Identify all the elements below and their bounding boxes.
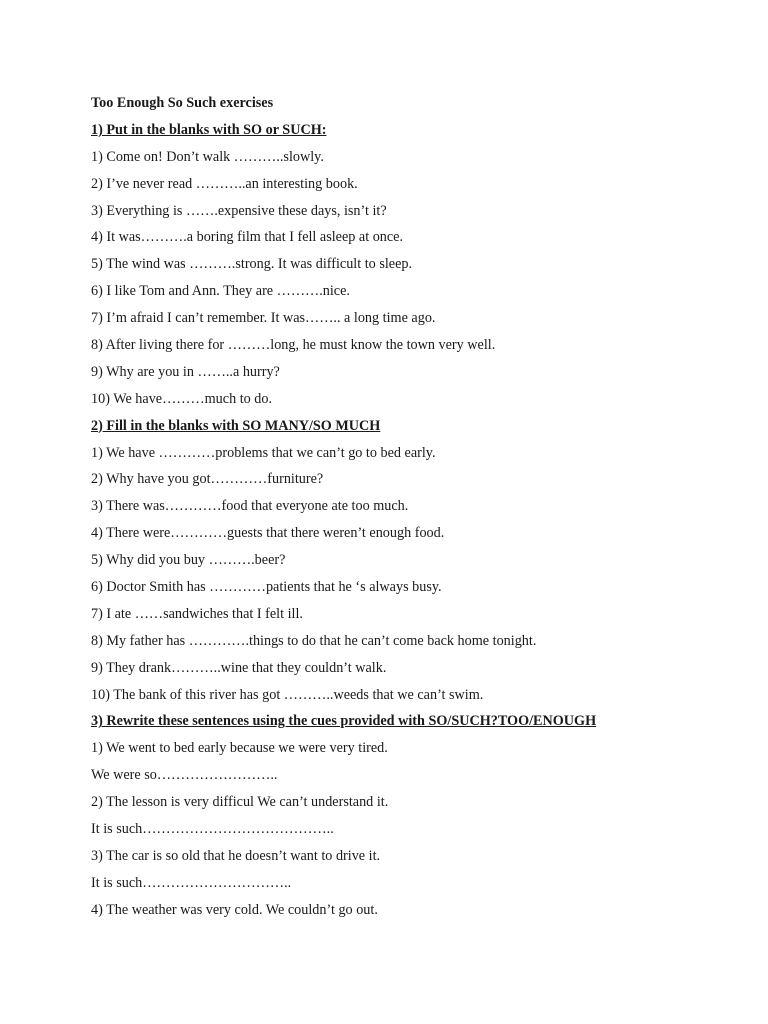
answer-line: It is such………………………………….. xyxy=(91,821,334,838)
answer-line: We were so…………………….. xyxy=(91,767,278,784)
worksheet xyxy=(91,92,731,926)
exercise-line: 1) We went to bed early because we were very tired. xyxy=(91,740,388,757)
exercise-line: 4) The weather was very cold. We couldn’t go out. xyxy=(91,901,378,918)
section-heading: 3) Rewrite these sentences using the cues provided with SO/SUCH?TOO/ENOUGH xyxy=(91,713,597,730)
exercise-line: 9) Why are you in ……..a hurry? xyxy=(91,363,280,380)
exercise-line: 3) There was…………food that everyone ate too much. xyxy=(91,498,409,515)
section-rewrite-sentences xyxy=(91,710,731,925)
section-heading: 1) Put in the blanks with SO or SUCH: xyxy=(91,121,327,138)
exercise-line: 6) Doctor Smith has …………patients that he ‘s always busy. xyxy=(91,579,442,596)
exercise-line: 9) They drank………..wine that they couldn’t walk. xyxy=(91,659,387,676)
exercise-line: 7) I’m afraid I can’t remember. It was…….. a long time ago. xyxy=(91,310,436,327)
section-heading: 2) Fill in the blanks with SO MANY/SO MUCH xyxy=(91,417,381,434)
exercise-line: 10) We have………much to do. xyxy=(91,390,273,407)
exercise-line: 1) Come on! Don’t walk ………..slowly. xyxy=(91,148,324,165)
exercise-line: 7) I ate ……sandwiches that I felt ill. xyxy=(91,605,303,622)
exercise-line: 1) We have …………problems that we can’t go to bed early. xyxy=(91,444,436,461)
exercise-line: 2) Why have you got…………furniture? xyxy=(91,471,324,488)
exercise-line: 4) There were…………guests that there weren’t enough food. xyxy=(91,525,445,542)
exercise-line: 8) After living there for ………long, he must know the town very well. xyxy=(91,337,496,354)
exercise-line: 3) Everything is …….expensive these days, isn’t it? xyxy=(91,202,387,219)
exercise-line: 4) It was……….a boring film that I fell asleep at once. xyxy=(91,229,404,246)
page-title: Too Enough So Such exercises xyxy=(91,95,274,111)
exercise-line: 3) The car is so old that he doesn’t want to drive it. xyxy=(91,847,381,864)
exercise-line: 10) The bank of this river has got ………..weeds that we can’t swim. xyxy=(91,686,484,703)
exercise-line: 8) My father has ………….things to do that he can’t come back home tonight. xyxy=(91,632,537,649)
exercise-line: 2) I’ve never read ………..an interesting book. xyxy=(91,175,358,192)
exercise-line: 2) The lesson is very difficul We can’t understand it. xyxy=(91,794,389,811)
exercise-line: 6) I like Tom and Ann. They are ……….nice. xyxy=(91,283,350,300)
section-so-such xyxy=(91,119,731,415)
exercise-line: 5) The wind was ……….strong. It was difficult to sleep. xyxy=(91,256,413,273)
section-so-many-so-much xyxy=(91,415,731,711)
exercise-line: 5) Why did you buy ……….beer? xyxy=(91,552,286,569)
answer-line: It is such………………………….. xyxy=(91,874,292,891)
